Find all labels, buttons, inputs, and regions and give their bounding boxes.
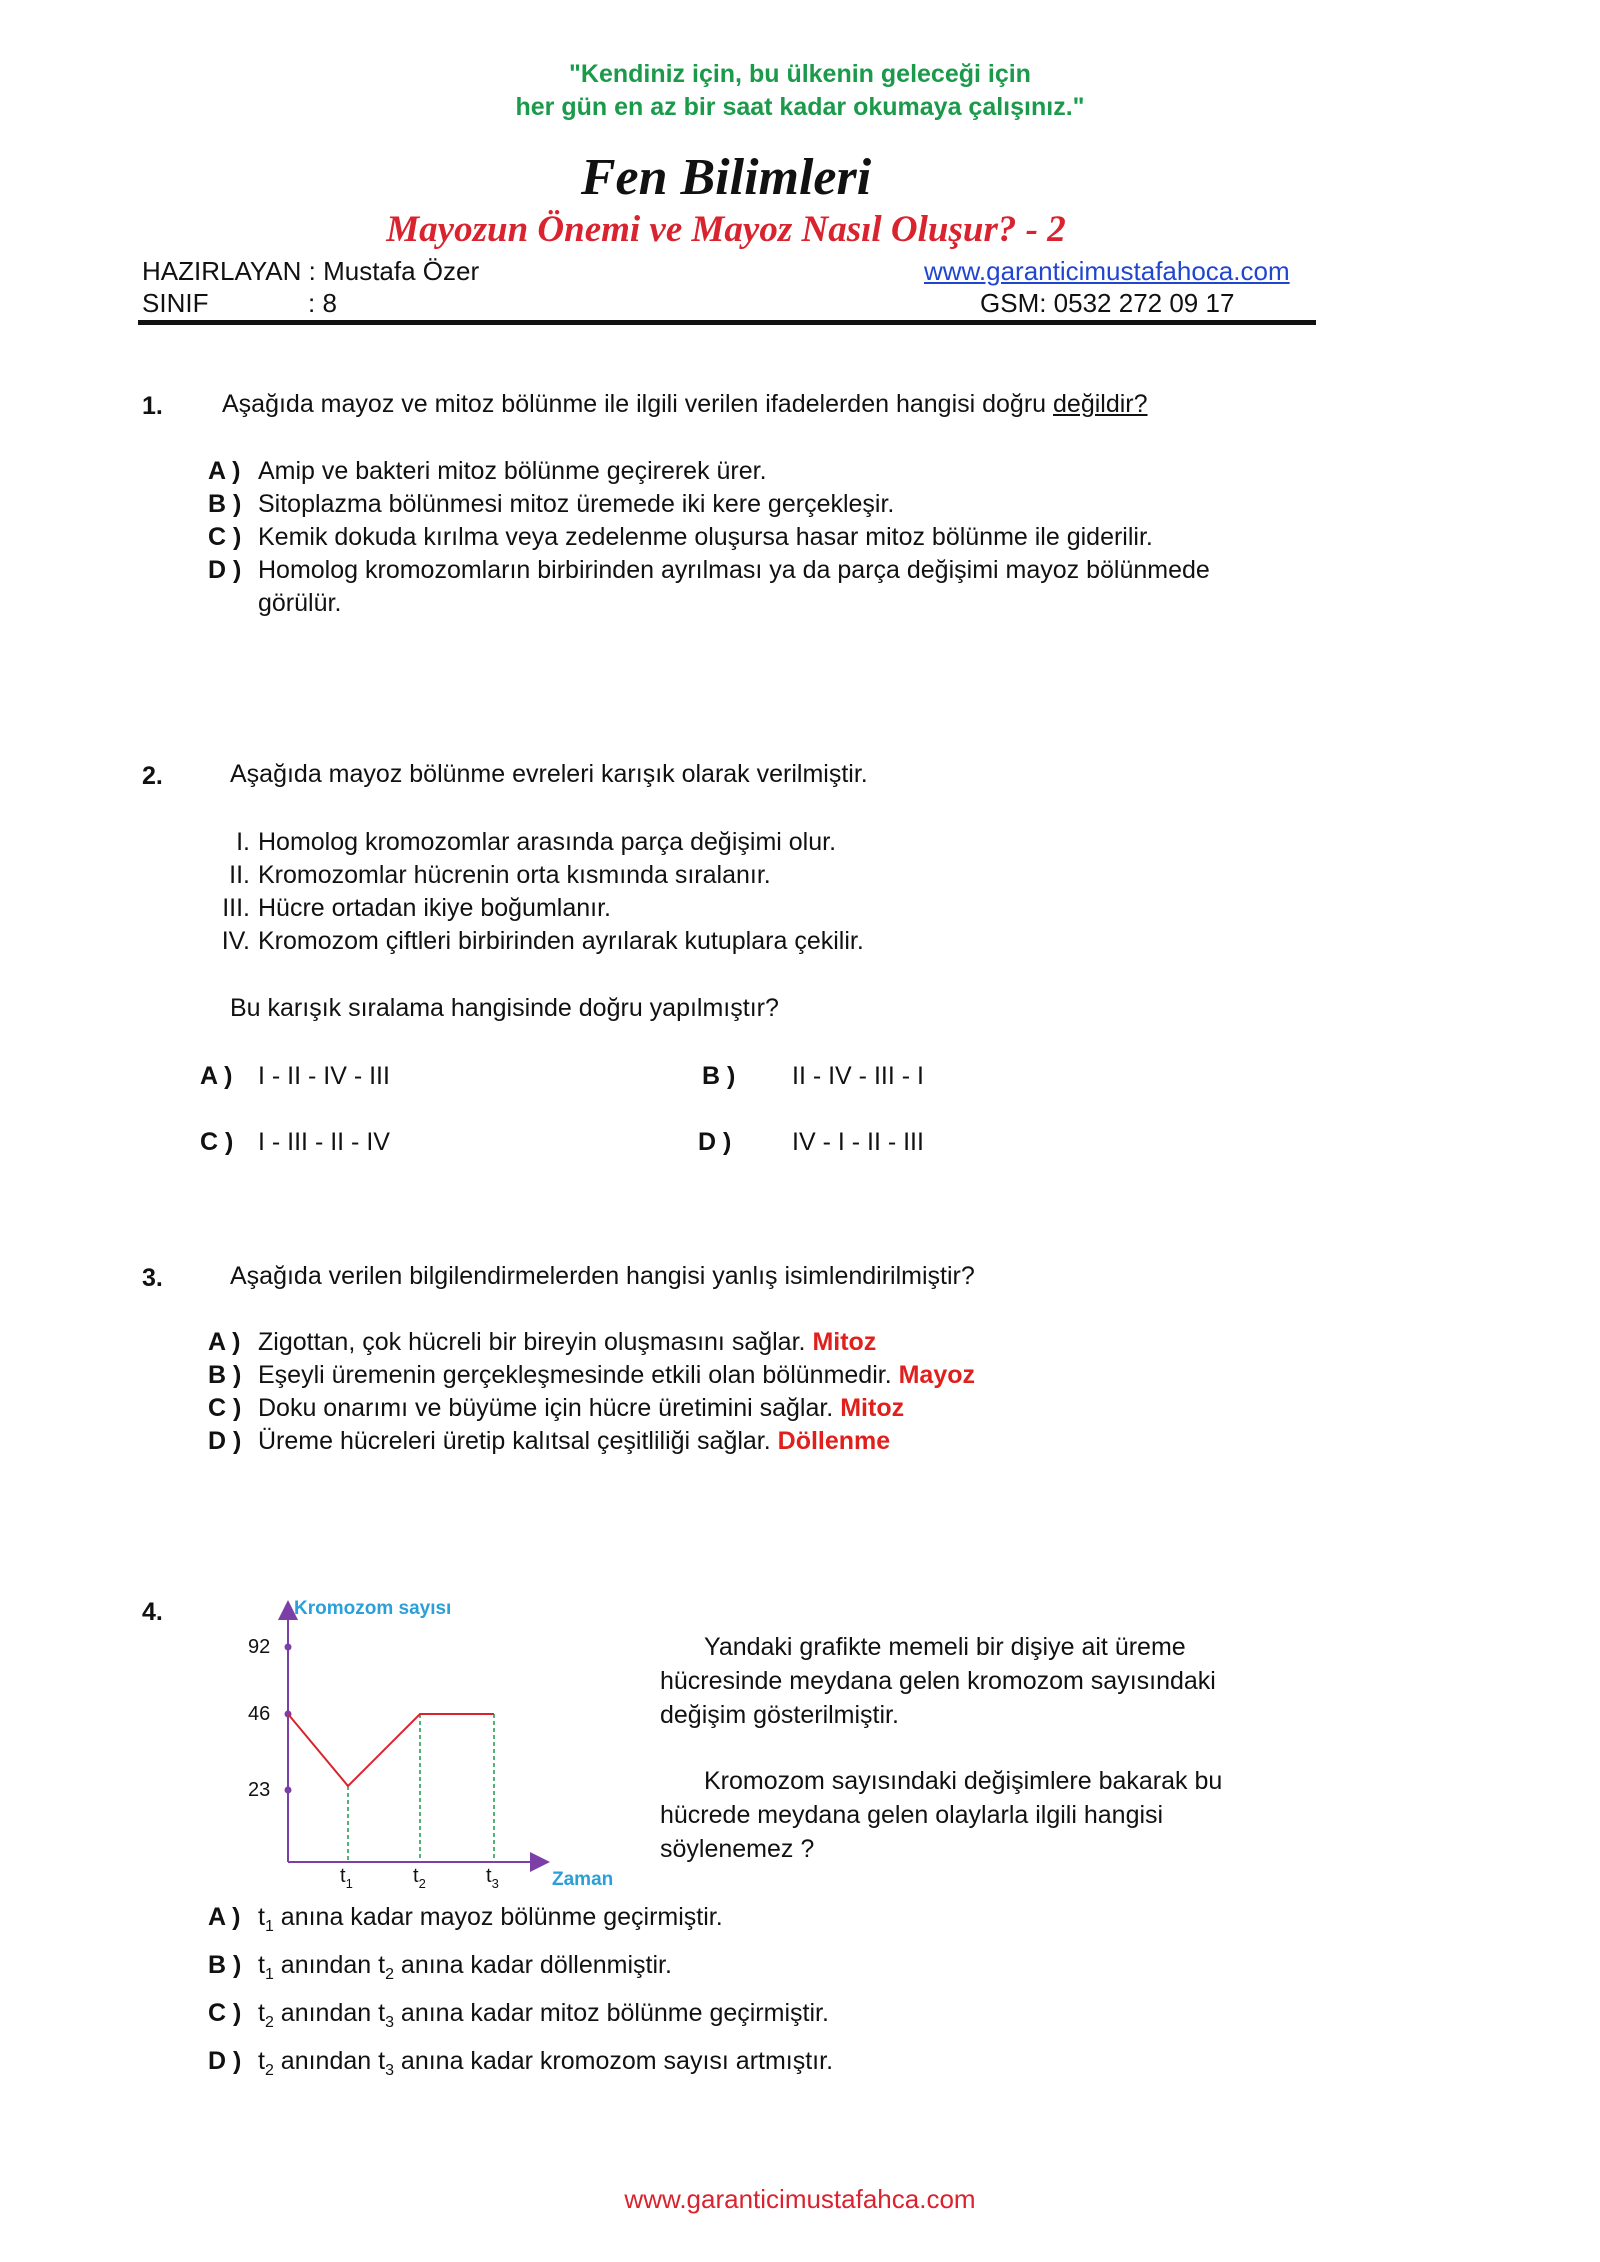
header-divider <box>138 320 1316 325</box>
question-1-number: 1. <box>142 392 163 420</box>
question-1-stem-emphasis: değildir? <box>1053 390 1148 418</box>
option-4c[interactable]: C ) $t_2$ anından $t_3$ anına kadar mitoz bölünme geçirmiştir. <box>208 1999 829 2031</box>
x-tick-label-t3: $t_3$ <box>486 1865 499 1890</box>
q4-para2-line3: söylenemez ? <box>660 1835 815 1863</box>
option-3c[interactable]: C ) Doku onarımı ve büyüme için hücre üretimini sağlar. Mitoz <box>208 1394 905 1422</box>
roman-item-3: III. Hücre ortadan ikiye boğumlanır. <box>222 894 611 922</box>
answer-tag: Mitoz <box>812 1328 877 1356</box>
option-3d[interactable]: D ) Üreme hücreleri üretip kalıtsal çeşitliliği sağlar. Döllenme <box>208 1427 891 1455</box>
question-2-prompt: Bu karışık sıralama hangisinde doğru yapılmıştır? <box>230 994 779 1022</box>
website-link[interactable]: www.garanticimustafahoca.com <box>924 256 1290 286</box>
question-4-description <box>660 1630 1222 1866</box>
option-4a[interactable]: A ) $t_1$ anına kadar mayoz bölünme geçirmiştir. <box>208 1903 723 1935</box>
option-1a[interactable]: A ) Amip ve bakteri mitoz bölünme geçirerek ürer. <box>208 457 767 485</box>
answer-tag: Döllenme <box>777 1427 891 1455</box>
answer-tag: Mitoz <box>840 1394 905 1422</box>
class-label: SINIF <box>142 288 209 318</box>
option-1d[interactable]: D ) Homolog kromozomların birbirinden ayrılması ya da parça değişimi mayoz bölünmede görülür. <box>208 556 1210 617</box>
page-title: Fen Bilimleri <box>580 149 872 206</box>
roman-item-4: IV. Kromozom çiftleri birbirinden ayrılarak kutuplara çekilir. <box>221 927 864 955</box>
option-2c[interactable]: C ) I - III - II - IV <box>200 1128 390 1156</box>
option-2b[interactable]: B ) II - IV - III - I <box>702 1062 924 1090</box>
roman-item-1: I. Homolog kromozomlar arasında parça değişimi olur. <box>236 828 837 856</box>
q4-para1-line3: değişim gösterilmiştir. <box>660 1701 899 1729</box>
x-tick-label-t1: $t_1$ <box>340 1865 353 1890</box>
question-3-options <box>208 1326 975 1458</box>
y-tick-label: 23 <box>248 1779 271 1801</box>
q4-para1-line2: hücresinde meydana gelen kromozom sayısındaki <box>660 1667 1216 1695</box>
question-1-stem-text: Aşağıda mayoz ve mitoz bölünme ile ilgili verilen ifadelerden hangisi doğru <box>222 390 1054 418</box>
y-tick-dot <box>285 1644 292 1651</box>
question-1-options <box>208 455 1210 620</box>
option-2d[interactable]: D ) IV - I - II - III <box>698 1128 924 1156</box>
author-label: HAZIRLAYAN : Mustafa Özer <box>142 256 480 286</box>
motto-line-1: "Kendiniz için, bu ülkenin geleceği için <box>569 60 1031 88</box>
option-4d[interactable]: D ) $t_2$ anından $t_3$ anına kadar kromozom sayısı artmıştır. <box>208 2047 834 2079</box>
option-3a[interactable]: A ) Zigottan, çok hücreli bir bireyin oluşmasını sağlar. Mitoz <box>208 1328 877 1356</box>
y-tick-label: 46 <box>248 1703 271 1725</box>
question-3-number: 3. <box>142 1264 163 1292</box>
question-2-items <box>200 826 864 958</box>
q4-para2-line2: hücrede meydana gelen olaylarla ilgili hangisi <box>660 1801 1164 1829</box>
x-axis-title: Zaman <box>552 1869 614 1890</box>
question-4-options <box>208 1898 833 2090</box>
answer-tag: Mayoz <box>898 1361 976 1389</box>
option-4b[interactable]: B ) $t_1$ anından $t_2$ anına kadar döllenmiştir. <box>208 1951 672 1983</box>
question-4-number: 4. <box>142 1598 163 1626</box>
y-tick-label: 92 <box>248 1636 271 1658</box>
option-3b[interactable]: B ) Eşeyli üremenin gerçekleşmesinde etkili olan bölünmedir. Mayoz <box>208 1361 976 1389</box>
footer-website[interactable]: www.garanticimustafahca.com <box>624 2184 976 2214</box>
option-2a[interactable]: A ) I - II - IV - III <box>200 1062 390 1090</box>
q4-para2-line1: Kromozom sayısındaki değişimlere bakarak bu <box>704 1767 1223 1795</box>
y-axis-title: Kromozom sayısı <box>294 1598 452 1619</box>
x-tick-label-t2: $t_2$ <box>413 1865 426 1890</box>
chromosome-series-line <box>288 1714 494 1786</box>
page-subtitle: Mayozun Önemi ve Mayoz Nasıl Oluşur? - 2 <box>386 209 1066 250</box>
class-value: : 8 <box>308 288 337 318</box>
motto-quote <box>0 58 1600 124</box>
question-2-number: 2. <box>142 762 163 790</box>
motto-line-2: her gün en az bir saat kadar okumaya çalışınız." <box>515 93 1085 121</box>
question-2-stem: Aşağıda mayoz bölünme evreleri karışık olarak verilmiştir. <box>230 760 868 788</box>
option-1c[interactable]: C ) Kemik dokuda kırılma veya zedelenme oluşursa hasar mitoz bölünme ile giderilir. <box>208 523 1153 551</box>
roman-item-2: II. Kromozomlar hücrenin orta kısmında sıralanır. <box>229 861 771 889</box>
option-1b[interactable]: B ) Sitoplazma bölünmesi mitoz üremede iki kere gerçekleşir. <box>208 490 895 518</box>
question-1-stem <box>222 390 1148 419</box>
q4-para1-line1: Yandaki grafikte memeli bir dişiye ait üreme <box>704 1633 1186 1661</box>
chromosome-chart <box>230 1590 650 1890</box>
gsm-number: GSM: 0532 272 09 17 <box>980 288 1235 318</box>
question-3-stem: Aşağıda verilen bilgilendirmelerden hangisi yanlış isimlendirilmiştir? <box>230 1262 975 1290</box>
y-tick-dot <box>285 1787 292 1794</box>
